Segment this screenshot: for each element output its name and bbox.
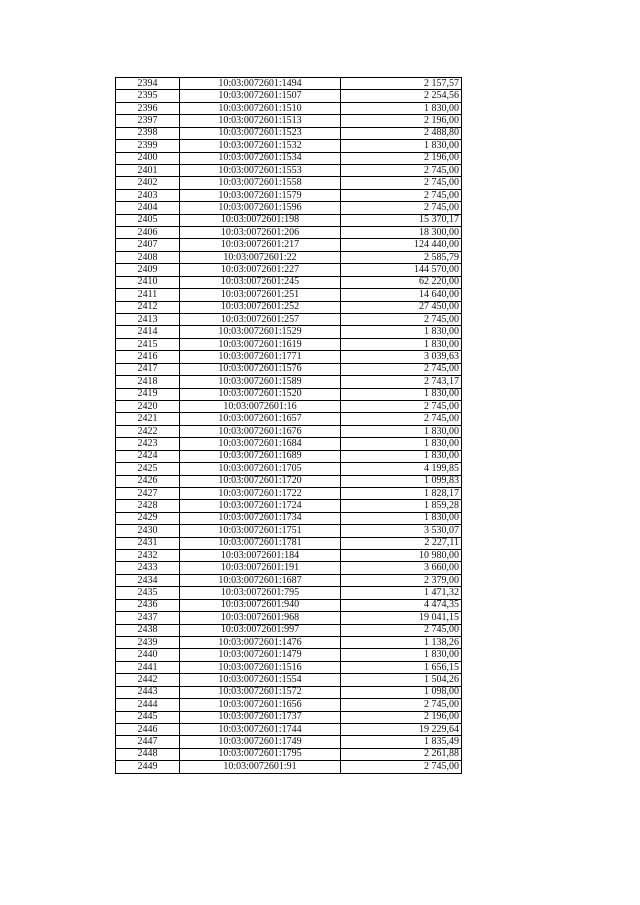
value-cell: 2 196,00 (341, 152, 462, 164)
row-number-cell: 2414 (116, 326, 180, 338)
cadastral-number-cell: 10:03:0072601:1523 (180, 127, 341, 139)
table-row (116, 314, 462, 326)
cadastral-number-cell: 10:03:0072601:22 (180, 251, 341, 263)
cadastral-number-cell: 10:03:0072601:206 (180, 227, 341, 239)
row-number-cell: 2438 (116, 624, 180, 636)
table-row (116, 450, 462, 462)
table-row (116, 301, 462, 313)
row-number-cell: 2436 (116, 599, 180, 611)
row-number-cell: 2448 (116, 748, 180, 760)
table-row (116, 388, 462, 400)
table-row (116, 500, 462, 512)
row-number-cell: 2408 (116, 251, 180, 263)
table-row (116, 214, 462, 226)
table-row (116, 276, 462, 288)
table-row (116, 748, 462, 760)
value-cell: 2 745,00 (341, 699, 462, 711)
value-cell: 4 199,85 (341, 463, 462, 475)
table-row (116, 463, 462, 475)
row-number-cell: 2427 (116, 487, 180, 499)
table-row (116, 289, 462, 301)
value-cell: 1 830,00 (341, 438, 462, 450)
table-row (116, 512, 462, 524)
value-cell: 1 471,32 (341, 587, 462, 599)
table-row (116, 239, 462, 251)
value-cell: 1 098,00 (341, 686, 462, 698)
cadastral-number-cell: 10:03:0072601:257 (180, 314, 341, 326)
cadastral-number-cell: 10:03:0072601:1657 (180, 413, 341, 425)
value-cell: 2 488,80 (341, 127, 462, 139)
row-number-cell: 2417 (116, 363, 180, 375)
row-number-cell: 2407 (116, 239, 180, 251)
value-cell: 1 830,00 (341, 102, 462, 114)
table-row (116, 475, 462, 487)
table-row (116, 599, 462, 611)
row-number-cell: 2432 (116, 550, 180, 562)
row-number-cell: 2423 (116, 438, 180, 450)
cadastral-number-cell: 10:03:0072601:217 (180, 239, 341, 251)
cadastral-number-cell: 10:03:0072601:997 (180, 624, 341, 636)
row-number-cell: 2398 (116, 127, 180, 139)
value-cell: 2 745,00 (341, 413, 462, 425)
value-cell: 2 227,11 (341, 537, 462, 549)
table-row (116, 115, 462, 127)
table-row (116, 636, 462, 648)
row-number-cell: 2421 (116, 413, 180, 425)
row-number-cell: 2396 (116, 102, 180, 114)
row-number-cell: 2445 (116, 711, 180, 723)
value-cell: 2 261,88 (341, 748, 462, 760)
table-row (116, 711, 462, 723)
value-cell: 2 745,00 (341, 202, 462, 214)
table-row (116, 723, 462, 735)
cadastral-number-cell: 10:03:0072601:227 (180, 264, 341, 276)
cadastral-number-cell: 10:03:0072601:1572 (180, 686, 341, 698)
row-number-cell: 2420 (116, 400, 180, 412)
table-row (116, 649, 462, 661)
value-cell: 3 530,07 (341, 525, 462, 537)
cadastral-number-cell: 10:03:0072601:968 (180, 612, 341, 624)
cadastral-number-cell: 10:03:0072601:1553 (180, 164, 341, 176)
value-cell: 2 196,00 (341, 115, 462, 127)
table-row (116, 102, 462, 114)
value-cell: 124 440,00 (341, 239, 462, 251)
table-row (116, 425, 462, 437)
row-number-cell: 2403 (116, 189, 180, 201)
row-number-cell: 2422 (116, 425, 180, 437)
value-cell: 1 859,28 (341, 500, 462, 512)
table-row (116, 164, 462, 176)
row-number-cell: 2412 (116, 301, 180, 313)
cadastral-number-cell: 10:03:0072601:1579 (180, 189, 341, 201)
row-number-cell: 2444 (116, 699, 180, 711)
cadastral-number-cell: 10:03:0072601:1676 (180, 425, 341, 437)
cadastral-number-cell: 10:03:0072601:1781 (180, 537, 341, 549)
table-row (116, 612, 462, 624)
value-cell: 1 099,83 (341, 475, 462, 487)
cadastral-number-cell: 10:03:0072601:1619 (180, 338, 341, 350)
cadastral-number-cell: 10:03:0072601:1529 (180, 326, 341, 338)
cadastral-number-cell: 10:03:0072601:1479 (180, 649, 341, 661)
row-number-cell: 2443 (116, 686, 180, 698)
table-row (116, 251, 462, 263)
value-cell: 18 300,00 (341, 227, 462, 239)
table-row (116, 736, 462, 748)
table-row (116, 202, 462, 214)
cadastral-number-cell: 10:03:0072601:198 (180, 214, 341, 226)
row-number-cell: 2447 (116, 736, 180, 748)
value-cell: 19 041,15 (341, 612, 462, 624)
cadastral-number-cell: 10:03:0072601:1554 (180, 674, 341, 686)
value-cell: 1 830,00 (341, 450, 462, 462)
cadastral-number-cell: 10:03:0072601:1589 (180, 376, 341, 388)
row-number-cell: 2404 (116, 202, 180, 214)
value-cell: 19 229,64 (341, 723, 462, 735)
value-cell: 1 830,00 (341, 326, 462, 338)
row-number-cell: 2411 (116, 289, 180, 301)
cadastral-number-cell: 10:03:0072601:1656 (180, 699, 341, 711)
table-row (116, 264, 462, 276)
value-cell: 1 835,49 (341, 736, 462, 748)
row-number-cell: 2413 (116, 314, 180, 326)
value-cell: 27 450,00 (341, 301, 462, 313)
cadastral-number-cell: 10:03:0072601:1476 (180, 636, 341, 648)
value-cell: 10 980,00 (341, 550, 462, 562)
table-row (116, 376, 462, 388)
cadastral-number-cell: 10:03:0072601:251 (180, 289, 341, 301)
table-row (116, 562, 462, 574)
row-number-cell: 2419 (116, 388, 180, 400)
cadastral-number-cell: 10:03:0072601:1689 (180, 450, 341, 462)
row-number-cell: 2446 (116, 723, 180, 735)
table-row (116, 127, 462, 139)
value-cell: 62 220,00 (341, 276, 462, 288)
cadastral-number-cell: 10:03:0072601:1510 (180, 102, 341, 114)
cadastral-number-cell: 10:03:0072601:252 (180, 301, 341, 313)
cadastral-number-cell: 10:03:0072601:1720 (180, 475, 341, 487)
value-cell: 1 504,26 (341, 674, 462, 686)
value-cell: 1 656,15 (341, 661, 462, 673)
cadastral-number-cell: 10:03:0072601:1532 (180, 140, 341, 152)
value-cell: 4 474,35 (341, 599, 462, 611)
row-number-cell: 2430 (116, 525, 180, 537)
row-number-cell: 2439 (116, 636, 180, 648)
value-cell: 1 828,17 (341, 487, 462, 499)
table-row (116, 78, 462, 90)
cadastral-number-cell: 10:03:0072601:191 (180, 562, 341, 574)
value-cell: 14 640,00 (341, 289, 462, 301)
value-cell: 1 830,00 (341, 140, 462, 152)
cadastral-number-cell: 10:03:0072601:1751 (180, 525, 341, 537)
cadastral-number-cell: 10:03:0072601:1534 (180, 152, 341, 164)
row-number-cell: 2395 (116, 90, 180, 102)
cadastral-number-cell: 10:03:0072601:1724 (180, 500, 341, 512)
table-row (116, 227, 462, 239)
row-number-cell: 2400 (116, 152, 180, 164)
table-body (116, 78, 462, 774)
table-row (116, 363, 462, 375)
row-number-cell: 2416 (116, 351, 180, 363)
cadastral-number-cell: 10:03:0072601:1684 (180, 438, 341, 450)
table-row (116, 351, 462, 363)
row-number-cell: 2441 (116, 661, 180, 673)
value-cell: 1 830,00 (341, 388, 462, 400)
table-row (116, 90, 462, 102)
value-cell: 2 745,00 (341, 177, 462, 189)
value-cell: 3 039,63 (341, 351, 462, 363)
row-number-cell: 2431 (116, 537, 180, 549)
table-row (116, 177, 462, 189)
table-row (116, 338, 462, 350)
table-row (116, 761, 462, 773)
row-number-cell: 2435 (116, 587, 180, 599)
row-number-cell: 2449 (116, 761, 180, 773)
cadastral-number-cell: 10:03:0072601:940 (180, 599, 341, 611)
row-number-cell: 2433 (116, 562, 180, 574)
cadastral-number-cell: 10:03:0072601:1576 (180, 363, 341, 375)
value-cell: 2 745,00 (341, 189, 462, 201)
table-row (116, 686, 462, 698)
row-number-cell: 2440 (116, 649, 180, 661)
cadastral-number-cell: 10:03:0072601:1795 (180, 748, 341, 760)
row-number-cell: 2397 (116, 115, 180, 127)
table-row (116, 487, 462, 499)
row-number-cell: 2406 (116, 227, 180, 239)
value-cell: 2 745,00 (341, 314, 462, 326)
table-row (116, 189, 462, 201)
value-cell: 2 745,00 (341, 363, 462, 375)
cadastral-number-cell: 10:03:0072601:1749 (180, 736, 341, 748)
cadastral-number-cell: 10:03:0072601:1507 (180, 90, 341, 102)
cadastral-number-cell: 10:03:0072601:795 (180, 587, 341, 599)
value-cell: 2 745,00 (341, 761, 462, 773)
row-number-cell: 2428 (116, 500, 180, 512)
value-cell: 2 157,57 (341, 78, 462, 90)
value-cell: 1 830,00 (341, 649, 462, 661)
cadastral-number-cell: 10:03:0072601:1737 (180, 711, 341, 723)
table-row (116, 400, 462, 412)
value-cell: 2 254,56 (341, 90, 462, 102)
row-number-cell: 2399 (116, 140, 180, 152)
cadastral-value-table (115, 77, 462, 774)
value-cell: 15 370,17 (341, 214, 462, 226)
value-cell: 144 570,00 (341, 264, 462, 276)
row-number-cell: 2429 (116, 512, 180, 524)
row-number-cell: 2410 (116, 276, 180, 288)
cadastral-number-cell: 10:03:0072601:1722 (180, 487, 341, 499)
value-cell: 2 745,00 (341, 624, 462, 636)
cadastral-number-cell: 10:03:0072601:184 (180, 550, 341, 562)
table-row (116, 674, 462, 686)
row-number-cell: 2415 (116, 338, 180, 350)
cadastral-number-cell: 10:03:0072601:1516 (180, 661, 341, 673)
row-number-cell: 2426 (116, 475, 180, 487)
value-cell: 2 743,17 (341, 376, 462, 388)
value-cell: 3 660,00 (341, 562, 462, 574)
value-cell: 1 830,00 (341, 338, 462, 350)
row-number-cell: 2424 (116, 450, 180, 462)
value-cell: 2 379,00 (341, 574, 462, 586)
value-cell: 2 745,00 (341, 164, 462, 176)
cadastral-number-cell: 10:03:0072601:1596 (180, 202, 341, 214)
cadastral-number-cell: 10:03:0072601:1513 (180, 115, 341, 127)
cadastral-number-cell: 10:03:0072601:1734 (180, 512, 341, 524)
table-row (116, 537, 462, 549)
table-row (116, 413, 462, 425)
cadastral-number-cell: 10:03:0072601:1771 (180, 351, 341, 363)
cadastral-number-cell: 10:03:0072601:1744 (180, 723, 341, 735)
table-row (116, 140, 462, 152)
row-number-cell: 2434 (116, 574, 180, 586)
table-row (116, 699, 462, 711)
value-cell: 2 745,00 (341, 400, 462, 412)
table-row (116, 574, 462, 586)
table-row (116, 152, 462, 164)
cadastral-number-cell: 10:03:0072601:245 (180, 276, 341, 288)
row-number-cell: 2402 (116, 177, 180, 189)
cadastral-number-cell: 10:03:0072601:91 (180, 761, 341, 773)
value-cell: 2 196,00 (341, 711, 462, 723)
value-cell: 1 830,00 (341, 425, 462, 437)
cadastral-number-cell: 10:03:0072601:16 (180, 400, 341, 412)
cadastral-number-cell: 10:03:0072601:1520 (180, 388, 341, 400)
row-number-cell: 2437 (116, 612, 180, 624)
cadastral-number-cell: 10:03:0072601:1558 (180, 177, 341, 189)
table-row (116, 438, 462, 450)
table-row (116, 326, 462, 338)
row-number-cell: 2442 (116, 674, 180, 686)
table-row (116, 587, 462, 599)
cadastral-number-cell: 10:03:0072601:1494 (180, 78, 341, 90)
table-row (116, 550, 462, 562)
row-number-cell: 2409 (116, 264, 180, 276)
value-cell: 1 138,26 (341, 636, 462, 648)
row-number-cell: 2425 (116, 463, 180, 475)
cadastral-number-cell: 10:03:0072601:1705 (180, 463, 341, 475)
row-number-cell: 2418 (116, 376, 180, 388)
row-number-cell: 2405 (116, 214, 180, 226)
table-row (116, 661, 462, 673)
row-number-cell: 2394 (116, 78, 180, 90)
value-cell: 1 830,00 (341, 512, 462, 524)
table-row (116, 624, 462, 636)
table-row (116, 525, 462, 537)
row-number-cell: 2401 (116, 164, 180, 176)
cadastral-number-cell: 10:03:0072601:1687 (180, 574, 341, 586)
value-cell: 2 585,79 (341, 251, 462, 263)
